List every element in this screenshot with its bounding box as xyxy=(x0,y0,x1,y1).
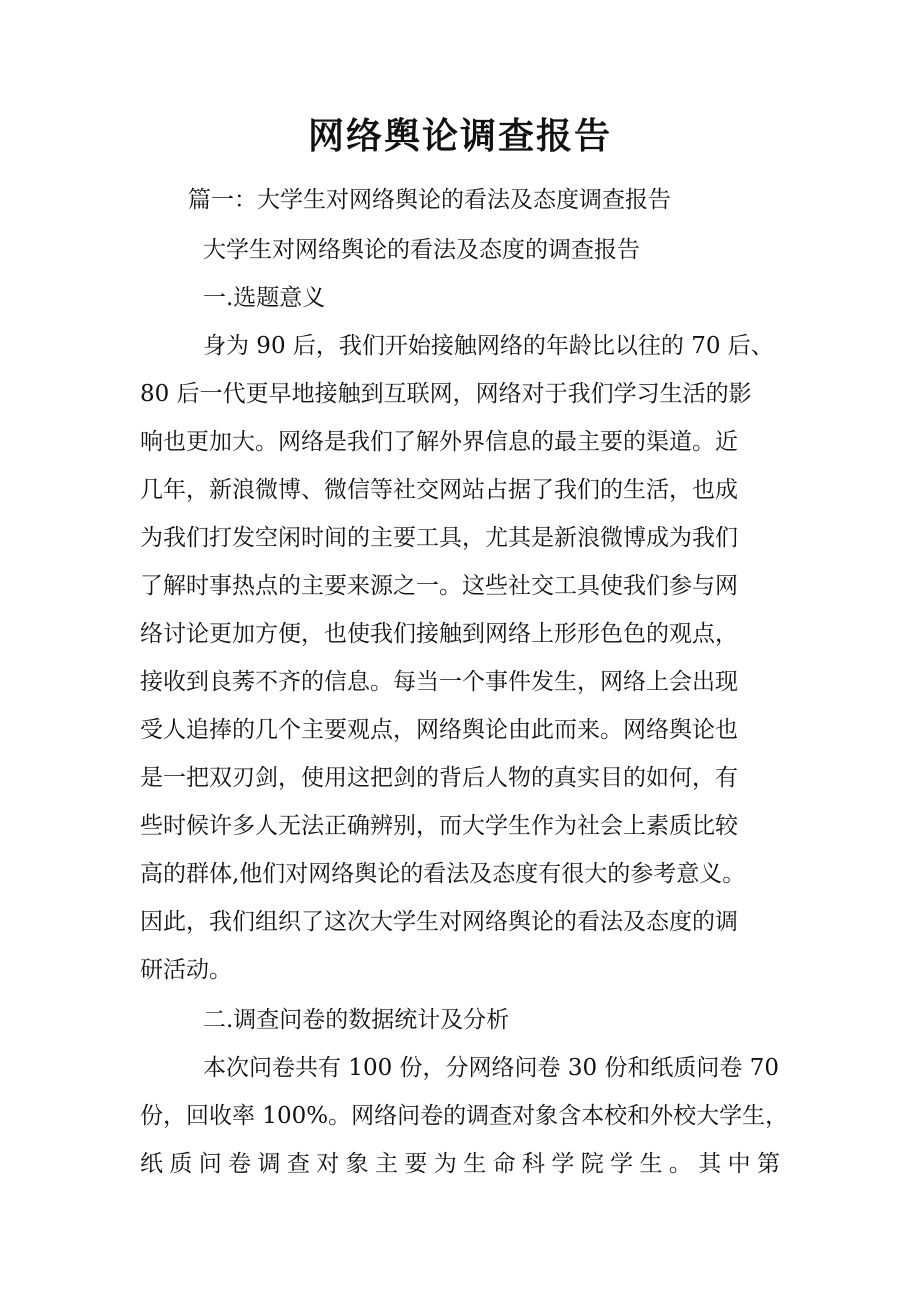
paragraph-line: 了解时事热点的主要来源之一。这些社交工具使我们参与网 xyxy=(140,573,738,599)
paragraph-line: 因此，我们组织了这次大学生对网络舆论的看法及态度的调 xyxy=(140,909,738,935)
paragraph-line: 份，回收率 100%。网络问卷的调查对象含本校和外校大学生， xyxy=(140,1103,789,1129)
paragraph-line: 些时候许多人无法正确辨别，而大学生作为社会上素质比较 xyxy=(140,813,738,839)
paragraph-line: 络讨论更加方便，也使我们接触到网络上形形色色的观点， xyxy=(140,621,738,647)
paragraph-line: 研活动。 xyxy=(140,957,232,983)
paragraph-line: 响也更加大。网络是我们了解外界信息的最主要的渠道。近 xyxy=(140,429,738,455)
paragraph-line: 80 后一代更早地接触到互联网，网络对于我们学习生活的影 xyxy=(140,381,752,407)
paragraph-line: 身为 90 后，我们开始接触网络的年龄比以往的 70 后、 xyxy=(203,333,774,359)
section-heading: 一.选题意义 xyxy=(203,285,326,311)
section-heading: 篇一：大学生对网络舆论的看法及态度调查报告 xyxy=(188,187,671,213)
paragraph-line: 为我们打发空闲时间的主要工具，尤其是新浪微博成为我们 xyxy=(140,525,738,551)
section-heading: 二.调查问卷的数据统计及分析 xyxy=(203,1007,510,1033)
paragraph-line: 高的群体,他们对网络舆论的看法及态度有很大的参考意义。 xyxy=(140,861,746,887)
paragraph-line: 接收到良莠不齐的信息。每当一个事件发生，网络上会出现 xyxy=(140,669,738,695)
document-title: 网络舆论调查报告 xyxy=(307,115,612,157)
paragraph-line: 本次问卷共有 100 份，分网络问卷 30 份和纸质问卷 70 xyxy=(203,1055,779,1081)
paragraph-line: 受人追捧的几个主要观点，网络舆论由此而来。网络舆论也 xyxy=(140,717,738,743)
paragraph-line: 是一把双刃剑，使用这把剑的背后人物的真实目的如何，有 xyxy=(140,765,738,791)
report-subtitle: 大学生对网络舆论的看法及态度的调查报告 xyxy=(203,237,640,263)
paragraph-line: 几年，新浪微博、微信等社交网站占据了我们的生活，也成 xyxy=(140,477,738,503)
paragraph-line: 纸质问卷调查对象主要为生命科学院学生。其中第 xyxy=(140,1151,780,1177)
